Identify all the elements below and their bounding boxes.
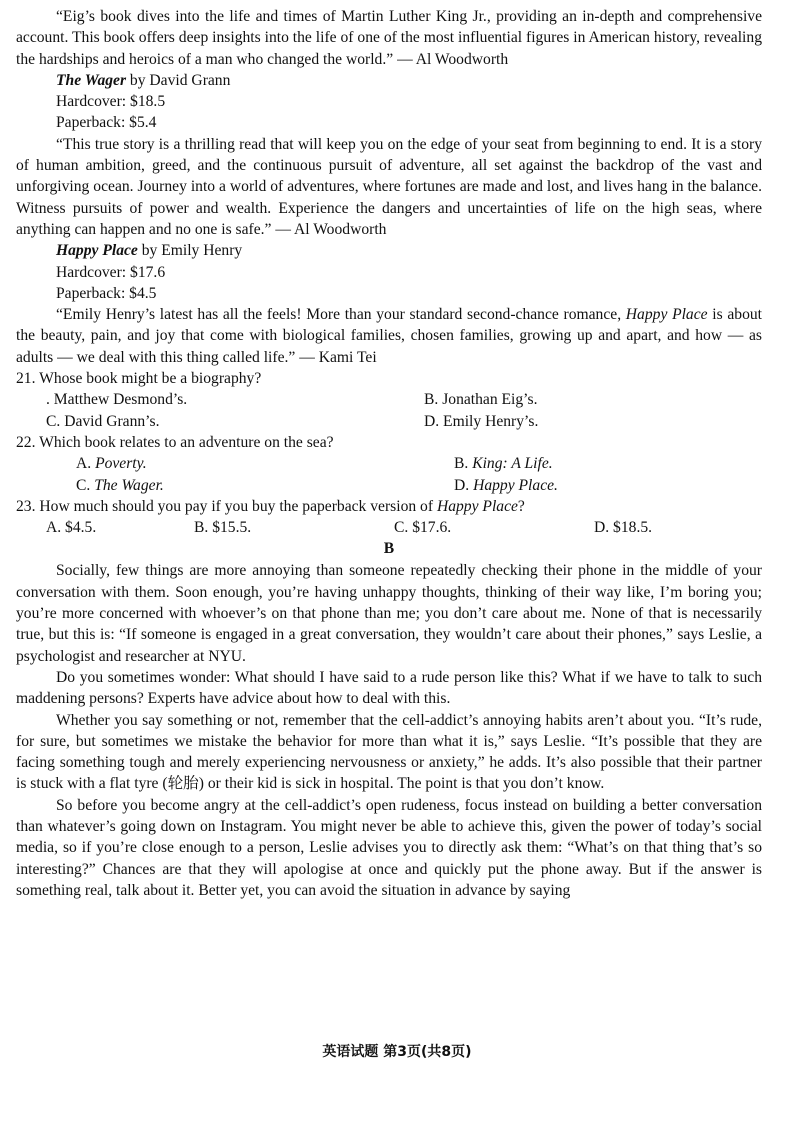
- review-happy-part2: is about the beauty, pain, and joy that come with biological families, chosen families, growing up and apart, and how — as adults — we deal with this thing called life.” — Kami Tei: [16, 306, 762, 366]
- book-title-happy: Happy Place: [56, 242, 138, 260]
- section-b-paragraph-3: Whether you say something or not, remember that the cell-addict’s annoying habits aren’t about you. “It’s rude, for sure, but sometimes we mistake the behavior for more than what it is,” says Leslie. “It’s possible that they are facing something tough and merely experiencing nervousness or anxiety,” he adds. It’s also possible that their partner is stuck with a flat tyre (轮胎) or their kid is sick in hospital. The point is that you don’t know.: [16, 711, 762, 793]
- option-22-c: C. The Wager.: [76, 476, 164, 494]
- option-21-c: C. David Grann’s.: [46, 412, 160, 430]
- book-author-happy: by Emily Henry: [137, 242, 243, 260]
- option-21-a: . Matthew Desmond’s.: [46, 391, 188, 409]
- question-22-stem: 22. Which book relates to an adventure on the sea?: [16, 433, 334, 451]
- section-b-paragraph-4: So before you become angry at the cell-addict’s open rudeness, focus instead on building a better conversation than whatever’s going down on Instagram. You might never be able to achieve this, given the power of today’s social media, so if you’re close enough to a person, Leslie advises you to directly ask them: “What’s on that thing that’s so interesting?” Chances are that they will apologise at once and quickly put the phone away. But if the answer is something real, talk about it. Better yet, you can avoid the situation in advance by saying: [16, 796, 762, 899]
- review-eig: “Eig’s book dives into the life and times of Martin Luther King Jr., providing an in-depth and comprehensive account. This book offers deep insights into the life of one of the most influential figures in American history, revealing the hardships and heroics of a man who changed the world.” — Al Woodworth: [16, 8, 762, 68]
- question-21-stem: 21. Whose book might be a biography?: [16, 370, 262, 388]
- book-title-wager: The Wager: [56, 71, 127, 89]
- price-paperback-wager: Paperback: $5.4: [56, 114, 157, 132]
- page-content: [16, 6, 762, 901]
- price-hardcover-happy: Hardcover: $17.6: [56, 263, 166, 281]
- section-b-paragraph-1: Socially, few things are more annoying than someone repeatedly checking their phone in the middle of your conversation with them. Soon enough, you’re having unhappy thoughts, thinking of their way like, I’m boring you; you’re more concerned with whoever’s on that phone than me; you don’t care about me. None of that is necessarily true, but this is: “If someone is engaged in a great conversation, they wouldn’t care about their phones,” says Leslie, a psychologist and researcher at NYU.: [16, 562, 762, 665]
- option-22-d: D. Happy Place.: [454, 476, 558, 494]
- review-happy-part1: “Emily Henry’s latest has all the feels! More than your standard second-chance romance,: [56, 306, 626, 324]
- price-paperback-happy: Paperback: $4.5: [56, 284, 157, 302]
- review-wager: “This true story is a thrilling read that will keep you on the edge of your seat from beginning to end. It is a story of human ambition, greed, and the continuous pursuit of adventure, all set against the backdrop of the vast and unforgiving ocean. Journey into a world of adventures, where fortunes are made and lost, and lives hang in the balance. Witness pursuits of power and wealth. Experience the dangers and uncertainties of life on the high seas, where anything can happen and no one is safe.” — Al Woodworth: [16, 135, 762, 238]
- book-author-wager: by David Grann: [126, 71, 231, 89]
- review-happy-title: Happy Place: [625, 306, 708, 324]
- book-heading-happy: [16, 240, 762, 261]
- option-23-c: C. $17.6.: [394, 519, 452, 537]
- page-footer: 英语试题 第3页(共8页): [322, 1044, 472, 1060]
- option-23-d: D. $18.5.: [594, 519, 653, 537]
- question-21-options: [16, 389, 762, 432]
- option-23-a: A. $4.5.: [46, 519, 97, 537]
- question-23-stem: 23. How much should you pay if you buy the paperback version of Happy Place?: [16, 497, 525, 515]
- section-b-heading: B: [383, 540, 395, 558]
- option-22-a: A. Poverty.: [76, 455, 147, 473]
- option-22-b: B. King: A Life.: [454, 455, 553, 473]
- review-happy: [16, 304, 762, 368]
- question-23-options: [16, 517, 762, 538]
- book-heading-wager: [16, 70, 762, 91]
- option-21-b: B. Jonathan Eig’s.: [424, 391, 538, 409]
- option-23-b: B. $15.5.: [194, 519, 252, 537]
- option-21-d: D. Emily Henry’s.: [424, 412, 539, 430]
- price-hardcover-wager: Hardcover: $18.5: [56, 93, 166, 111]
- section-b-paragraph-2: Do you sometimes wonder: What should I have said to a rude person like this? What if we have to talk to such maddening persons? Experts have advice about how to deal with this.: [16, 668, 762, 708]
- question-22-options: [16, 453, 762, 496]
